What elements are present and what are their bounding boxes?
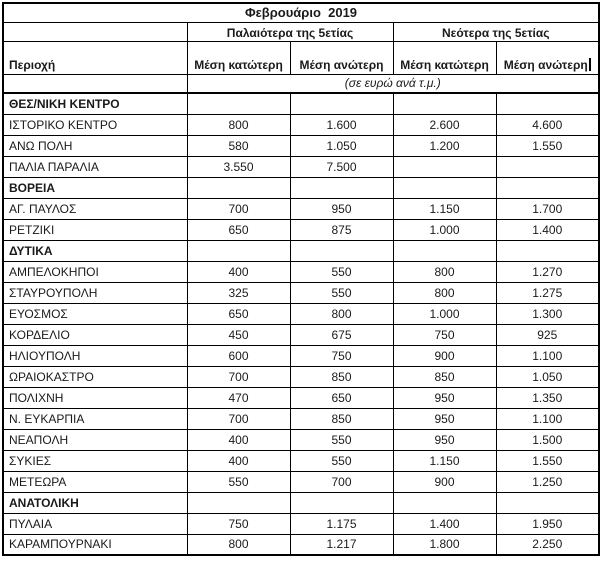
price-cell: 550 (187, 471, 290, 492)
price-cell (496, 156, 599, 177)
table-row (3, 303, 599, 324)
price-cell (496, 177, 599, 198)
price-cell: 950 (393, 429, 496, 450)
price-cell: 750 (290, 345, 393, 366)
section-row (3, 177, 599, 198)
price-cell: 325 (187, 282, 290, 303)
table-row (3, 471, 599, 492)
region-label: ΠΟΛΙΧΝΗ (3, 387, 187, 408)
price-cell: 850 (290, 366, 393, 387)
region-label: ΚΑΡΑΜΠΟΥΡΝΑΚΙ (3, 534, 187, 555)
price-cell: 850 (393, 366, 496, 387)
region-label: ΣΤΑΥΡΟΥΠΟΛΗ (3, 282, 187, 303)
table-row (3, 114, 599, 135)
price-cell: 1.800 (393, 534, 496, 555)
price-cell: 1.050 (496, 366, 599, 387)
title-row (3, 3, 599, 22)
group-header-row (3, 22, 599, 41)
price-cell (290, 240, 393, 261)
price-cell: 800 (187, 534, 290, 555)
price-cell: 750 (187, 513, 290, 534)
region-label: ΙΣΤΟΡΙΚΟ ΚΕΝΤΡΟ (3, 114, 187, 135)
price-cell: 3.550 (187, 156, 290, 177)
region-label: ΠΑΛΙΑ ΠΑΡΑΛΙΑ (3, 156, 187, 177)
price-cell: 1.200 (393, 135, 496, 156)
region-label: ΕΥΟΣΜΟΣ (3, 303, 187, 324)
price-cell (496, 492, 599, 513)
price-cell: 2.250 (496, 534, 599, 555)
price-cell: 1.950 (496, 513, 599, 534)
region-label: ΠΥΛΑΙΑ (3, 513, 187, 534)
table-body (3, 93, 599, 555)
price-cell: 400 (187, 429, 290, 450)
price-cell: 1.000 (393, 219, 496, 240)
text-cursor (589, 58, 591, 71)
price-cell (496, 240, 599, 261)
table-row (3, 408, 599, 429)
price-cell: 1.250 (496, 471, 599, 492)
price-cell: 800 (393, 282, 496, 303)
price-cell (187, 177, 290, 198)
region-label: ΜΕΤΕΩΡΑ (3, 471, 187, 492)
table-row (3, 219, 599, 240)
table-row (3, 198, 599, 219)
region-label: ΩΡΑΙΟΚΑΣΤΡΟ (3, 366, 187, 387)
price-cell: 4.600 (496, 114, 599, 135)
price-cell: 950 (393, 408, 496, 429)
price-cell: 700 (187, 366, 290, 387)
price-cell: 1.100 (496, 408, 599, 429)
price-cell (290, 93, 393, 114)
section-row (3, 492, 599, 513)
price-cell: 700 (187, 408, 290, 429)
price-cell (187, 492, 290, 513)
region-label: ΡΕΤΖΙΚΙ (3, 219, 187, 240)
price-cell: 450 (187, 324, 290, 345)
price-cell: 1.400 (393, 513, 496, 534)
unit-note-row (3, 74, 599, 93)
price-cell: 1.050 (290, 135, 393, 156)
price-cell: 1.700 (496, 198, 599, 219)
table-row (3, 429, 599, 450)
price-cell: 900 (393, 471, 496, 492)
table-row (3, 282, 599, 303)
table-row (3, 534, 599, 555)
price-cell: 550 (290, 282, 393, 303)
section-label: ΔΥΤΙΚΑ (3, 240, 187, 261)
empty-corner-cell (3, 22, 187, 41)
price-cell: 850 (290, 408, 393, 429)
region-label: ΗΛΙΟΥΠΟΛΗ (3, 345, 187, 366)
price-cell: 800 (187, 114, 290, 135)
group-header-newer: Νεότερα της 5ετίας (393, 22, 599, 41)
section-row (3, 240, 599, 261)
price-cell: 2.600 (393, 114, 496, 135)
price-cell (187, 93, 290, 114)
price-cell: 1.400 (496, 219, 599, 240)
table-row (3, 366, 599, 387)
price-cell: 1.217 (290, 534, 393, 555)
price-cell: 650 (187, 303, 290, 324)
region-label: ΝΕΑΠΟΛΗ (3, 429, 187, 450)
column-header-older-min: Μέση κατώτερη (187, 41, 290, 74)
price-cell: 800 (393, 261, 496, 282)
group-header-older: Παλαιότερα της 5ετίας (187, 22, 393, 41)
price-cell (290, 177, 393, 198)
price-cell (290, 492, 393, 513)
price-cell: 950 (393, 387, 496, 408)
price-cell: 900 (393, 345, 496, 366)
column-header-newer-min: Μέση κατώτερη (393, 41, 496, 74)
price-cell: 800 (290, 303, 393, 324)
column-header-newer-max-label: Μέση ανώτερη (503, 57, 588, 72)
table-row (3, 387, 599, 408)
price-cell: 1.150 (393, 198, 496, 219)
price-cell: 1.600 (290, 114, 393, 135)
price-cell: 1.550 (496, 135, 599, 156)
price-cell: 1.350 (496, 387, 599, 408)
price-cell: 550 (290, 429, 393, 450)
price-cell: 1.175 (290, 513, 393, 534)
column-header-older-max: Μέση ανώτερη (290, 41, 393, 74)
price-cell: 400 (187, 261, 290, 282)
price-cell: 550 (290, 450, 393, 471)
price-cell: 400 (187, 450, 290, 471)
price-cell: 700 (187, 198, 290, 219)
price-cell: 1.100 (496, 345, 599, 366)
price-cell (393, 156, 496, 177)
price-cell (393, 240, 496, 261)
unit-note: (σε ευρώ ανά τ.μ.) (187, 74, 599, 93)
price-cell: 950 (290, 198, 393, 219)
price-cell: 1.550 (496, 450, 599, 471)
region-label: ΑΜΠΕΛΟΚΗΠΟΙ (3, 261, 187, 282)
table-title: Φεβρουάριο 2019 (3, 3, 599, 22)
real-estate-price-table (2, 2, 600, 556)
price-cell: 470 (187, 387, 290, 408)
region-label: ΣΥΚΙΕΣ (3, 450, 187, 471)
region-label: ΑΝΩ ΠΟΛΗ (3, 135, 187, 156)
price-cell: 1.150 (393, 450, 496, 471)
table-row (3, 450, 599, 471)
price-cell: 1.275 (496, 282, 599, 303)
table-row (3, 345, 599, 366)
column-header-region: Περιοχή (3, 41, 187, 74)
price-cell: 1.500 (496, 429, 599, 450)
price-cell: 600 (187, 345, 290, 366)
price-cell: 1.270 (496, 261, 599, 282)
price-cell: 650 (187, 219, 290, 240)
price-cell: 700 (290, 471, 393, 492)
price-cell: 7.500 (290, 156, 393, 177)
table-row (3, 513, 599, 534)
price-cell (393, 492, 496, 513)
section-label: ΘΕΣ/ΝΙΚΗ ΚΕΝΤΡΟ (3, 93, 187, 114)
table-row (3, 156, 599, 177)
price-cell (187, 240, 290, 261)
table-row (3, 135, 599, 156)
section-row (3, 93, 599, 114)
price-cell: 550 (290, 261, 393, 282)
price-cell: 580 (187, 135, 290, 156)
price-cell: 750 (393, 324, 496, 345)
price-cell: 675 (290, 324, 393, 345)
table-row (3, 261, 599, 282)
table-row (3, 324, 599, 345)
price-cell (393, 93, 496, 114)
region-label: Ν. ΕΥΚΑΡΠΙΑ (3, 408, 187, 429)
region-label: ΚΟΡΔΕΛΙΟ (3, 324, 187, 345)
price-cell: 925 (496, 324, 599, 345)
price-cell (496, 93, 599, 114)
price-cell: 1.000 (393, 303, 496, 324)
section-label: ΑΝΑΤΟΛΙΚΗ (3, 492, 187, 513)
region-label: ΑΓ. ΠΑΥΛΟΣ (3, 198, 187, 219)
column-header-newer-max (496, 41, 599, 74)
price-cell: 1.300 (496, 303, 599, 324)
empty-cell (3, 74, 187, 93)
price-cell (393, 177, 496, 198)
column-header-row (3, 41, 599, 74)
price-cell: 875 (290, 219, 393, 240)
section-label: ΒΟΡΕΙΑ (3, 177, 187, 198)
price-cell: 650 (290, 387, 393, 408)
